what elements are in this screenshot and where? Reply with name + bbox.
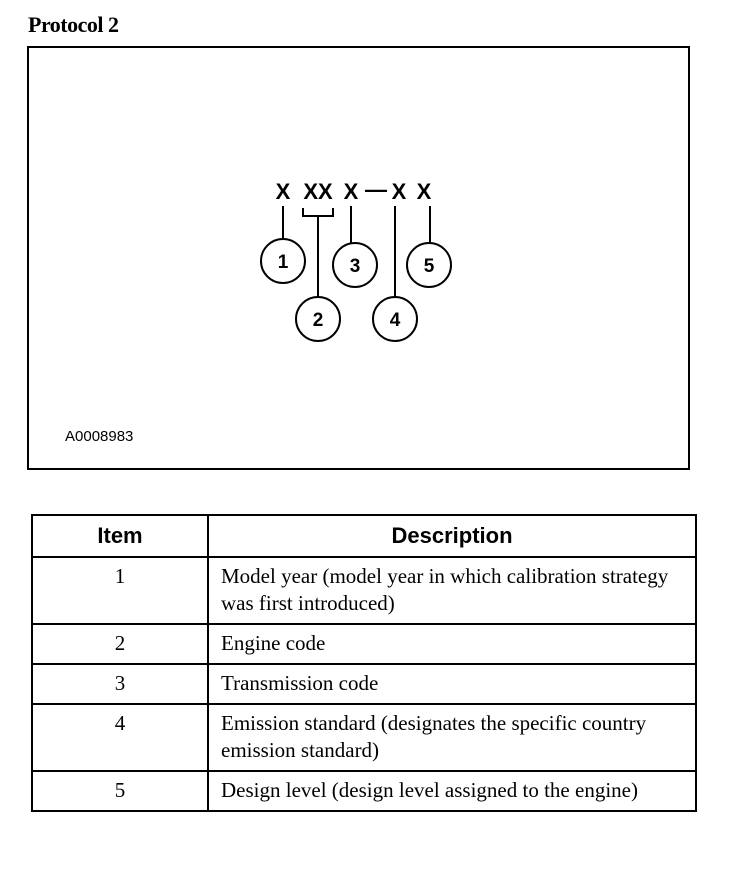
callout-1-label: 1 xyxy=(277,252,289,273)
figure-panel xyxy=(27,46,690,470)
code-dash: — xyxy=(365,177,387,202)
item-description: Transmission code xyxy=(208,664,696,704)
callout-5 xyxy=(407,243,451,287)
figure-id: A0008983 xyxy=(65,428,134,445)
table-row xyxy=(32,664,696,704)
callout-4 xyxy=(373,297,417,341)
code-diagram xyxy=(29,48,688,468)
callout-4-label: 4 xyxy=(389,310,401,331)
item-description-table xyxy=(31,514,697,812)
engine-code-bracket xyxy=(303,208,333,216)
table-row xyxy=(32,624,696,664)
table-header-row xyxy=(32,515,696,557)
item-description: Design level (design level assigned to the engine) xyxy=(208,771,696,811)
code-char-1: X xyxy=(275,179,291,204)
column-header-description: Description xyxy=(208,515,696,557)
item-number: 5 xyxy=(32,771,208,811)
code-char-3: X xyxy=(343,179,359,204)
item-description: Model year (model year in which calibration strategy was first introduced) xyxy=(208,557,696,624)
callout-2-label: 2 xyxy=(312,310,324,331)
item-number: 4 xyxy=(32,704,208,771)
callout-3-label: 3 xyxy=(349,256,361,277)
code-char-2: XX xyxy=(303,179,333,204)
item-number: 1 xyxy=(32,557,208,624)
table-row xyxy=(32,557,696,624)
item-description: Emission standard (designates the specific country emission standard) xyxy=(208,704,696,771)
code-char-4: X xyxy=(391,179,407,204)
callout-3 xyxy=(333,243,377,287)
item-number: 2 xyxy=(32,624,208,664)
callout-2 xyxy=(296,297,340,341)
page-heading: Protocol 2 xyxy=(28,12,119,37)
item-number: 3 xyxy=(32,664,208,704)
callout-5-label: 5 xyxy=(423,256,435,277)
table-row xyxy=(32,771,696,811)
callout-1 xyxy=(261,239,305,283)
column-header-item: Item xyxy=(32,515,208,557)
code-char-5: X xyxy=(416,179,432,204)
table-row xyxy=(32,704,696,771)
item-description: Engine code xyxy=(208,624,696,664)
